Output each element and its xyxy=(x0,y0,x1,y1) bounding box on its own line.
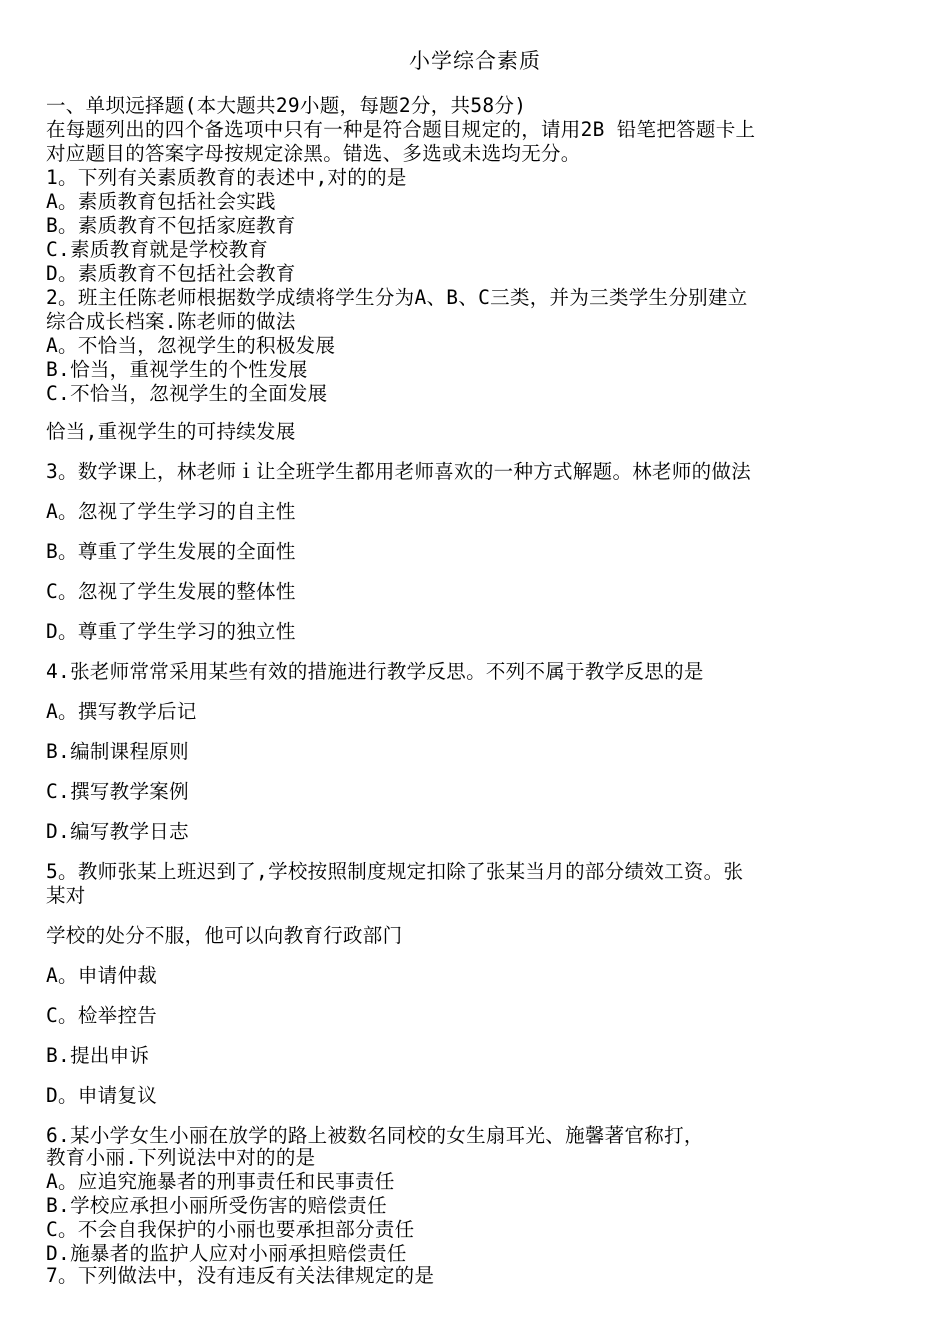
question-stem: 学校的处分不服，他可以向教育行政部门 xyxy=(46,924,403,947)
answer-option: C.撰写教学案例 xyxy=(46,780,189,803)
instruction-line: 在每题列出的四个备选项中只有一种是符合题目规定的，请用2B 铅笔把答题卡上 xyxy=(46,118,756,141)
answer-option: A。不恰当，忽视学生的积极发展 xyxy=(46,334,336,357)
instruction-line: 对应题目的答案字母按规定涂黑。错选、多选或未选均无分。 xyxy=(46,142,581,165)
answer-option: A。素质教育包括社会实践 xyxy=(46,190,276,213)
answer-option: A。忽视了学生学习的自主性 xyxy=(46,500,296,523)
answer-option: C.不恰当，忽视学生的全面发展 xyxy=(46,382,328,405)
question-stem: 综合成长档案.陈老师的做法 xyxy=(46,310,296,333)
question-stem: 某对 xyxy=(46,884,86,907)
answer-option: D。申请复议 xyxy=(46,1084,158,1107)
section-heading: 一、单坝远择题(本大题共29小题，每题2分，共58分) xyxy=(46,94,527,117)
answer-option: A。应追究施暴者的刑事责任和民事责任 xyxy=(46,1170,395,1193)
question-stem: 4.张老师常常采用某些有效的措施进行教学反思。不列不属于教学反思的是 xyxy=(46,660,704,683)
answer-option: B。尊重了学生发展的全面性 xyxy=(46,540,296,563)
answer-option: D.施暴者的监护人应对小丽承担赔偿责任 xyxy=(46,1242,407,1265)
answer-option: C.素质教育就是学校教育 xyxy=(46,238,269,261)
answer-option: D。尊重了学生学习的独立性 xyxy=(46,620,296,643)
question-stem: 教育小丽.下列说法中对的的是 xyxy=(46,1146,316,1169)
question-stem: 1。下列有关素质教育的表述中,对的的是 xyxy=(46,166,407,189)
answer-option: D。素质教育不包括社会教育 xyxy=(46,262,296,285)
answer-option: C。忽视了学生发展的整体性 xyxy=(46,580,296,603)
answer-option: A。申请仲裁 xyxy=(46,964,158,987)
question-stem: 7。下列做法中，没有违反有关法律规定的是 xyxy=(46,1264,435,1287)
answer-option: B.恰当，重视学生的个性发展 xyxy=(46,358,308,381)
answer-option: B.学校应承担小丽所受伤害的赔偿责任 xyxy=(46,1194,387,1217)
question-stem: 3。数学课上，林老师ｉ让全班学生都用老师喜欢的一种方式解题。林老师的做法 xyxy=(46,460,752,483)
question-stem: 5。教师张某上班迟到了,学校按照制度规定扣除了张某当月的部分绩效工资。张 xyxy=(46,860,744,883)
answer-option: D.编写教学日志 xyxy=(46,820,189,843)
answer-option: C。不会自我保护的小丽也要承担部分责任 xyxy=(46,1218,415,1241)
answer-option: 恰当,重视学生的可持续发展 xyxy=(46,420,296,443)
question-stem: 2。班主任陈老师根据数学成绩将学生分为A、B、C三类，并为三类学生分别建立 xyxy=(46,286,748,309)
answer-option: A。撰写教学后记 xyxy=(46,700,197,723)
answer-option: C。检举控告 xyxy=(46,1004,158,1027)
document-title: 小学综合素质 xyxy=(409,49,541,73)
question-stem: 6.某小学女生小丽在放学的路上被数名同校的女生扇耳光、施馨著官称打， xyxy=(46,1124,704,1147)
answer-option: B。素质教育不包括家庭教育 xyxy=(46,214,296,237)
answer-option: B.提出申诉 xyxy=(46,1044,150,1067)
answer-option: B.编制课程原则 xyxy=(46,740,189,763)
